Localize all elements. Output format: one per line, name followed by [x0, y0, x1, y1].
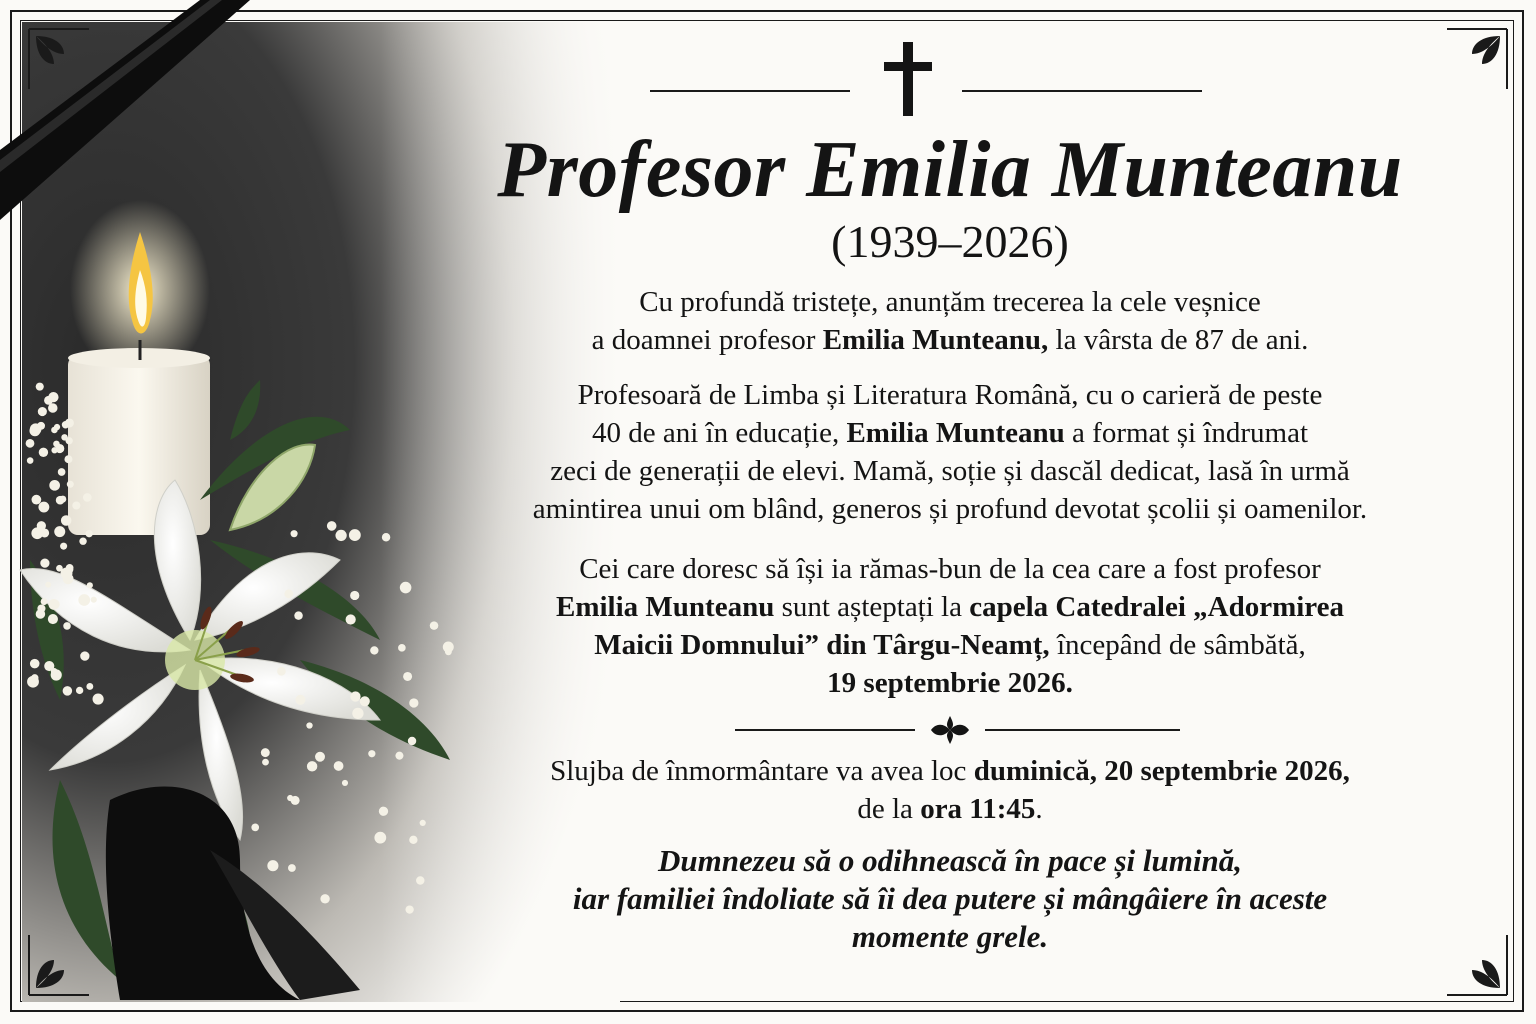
- flourish-divider-icon: [925, 714, 975, 746]
- babys-breath-blossom: [409, 698, 418, 707]
- text-line: Cei care doresc să își ia rămas-bun de la cea care a fost profesor: [579, 553, 1321, 585]
- corner-ornament-icon: [24, 24, 94, 94]
- babys-breath-blossom: [65, 566, 73, 574]
- babys-breath-blossom: [370, 646, 378, 654]
- babys-breath-blossom: [26, 439, 35, 448]
- babys-breath-blossom: [51, 669, 62, 680]
- babys-breath-blossom: [80, 651, 89, 660]
- babys-breath-blossom: [288, 864, 296, 872]
- babys-breath-blossom: [63, 622, 71, 630]
- deceased-name: Profesor Emilia Munteanu: [497, 126, 1403, 214]
- closing-prayer: [440, 842, 1460, 956]
- babys-breath-blossom: [294, 611, 302, 619]
- visitation-paragraph: [440, 550, 1460, 702]
- corner-ornament-icon: [24, 930, 94, 1000]
- babys-breath-blossom: [315, 752, 325, 762]
- babys-breath-blossom: [430, 621, 439, 630]
- babys-breath-blossom: [267, 860, 278, 871]
- text-span: de la: [857, 793, 921, 825]
- babys-breath-blossom: [251, 824, 259, 832]
- babys-breath-blossom: [44, 661, 54, 671]
- babys-breath-blossom: [400, 582, 412, 594]
- babys-breath-blossom: [374, 832, 386, 844]
- life-years: (1939–2026): [831, 216, 1069, 267]
- babys-breath-blossom: [37, 521, 46, 530]
- babys-breath-blossom: [79, 538, 86, 545]
- babys-breath-blossom: [327, 521, 337, 531]
- babys-breath-blossom: [295, 695, 305, 705]
- text-span: Slujba de înmormântare va avea loc: [550, 755, 974, 787]
- babys-breath-blossom: [53, 441, 60, 448]
- text-line: [440, 626, 1460, 664]
- babys-breath-blossom: [287, 795, 293, 801]
- babys-breath-blossom: [261, 748, 270, 757]
- text-span: la vârsta de 87 de ani.: [1048, 324, 1309, 356]
- text-line: [440, 664, 1460, 702]
- header-cross-row: [440, 40, 1460, 120]
- babys-breath-blossom: [45, 582, 51, 588]
- bold-name: Emilia Munteanu: [555, 591, 775, 623]
- babys-breath-blossom: [36, 609, 46, 619]
- text-line: iar familiei îndoliate să îi dea putere și mângâiere în aceste: [572, 881, 1328, 916]
- babys-breath-blossom: [395, 752, 403, 760]
- notice-content: [440, 0, 1460, 1024]
- text-line: Cu profundă tristețe, anunțăm trecerea la cele veșnice: [639, 286, 1261, 318]
- babys-breath-blossom: [349, 529, 361, 541]
- babys-breath-blossom: [91, 597, 97, 603]
- babys-breath-blossom: [60, 543, 67, 550]
- babys-breath-blossom: [56, 496, 65, 505]
- babys-breath-blossom: [27, 457, 34, 464]
- babys-breath-blossom: [38, 407, 47, 416]
- babys-breath-blossom: [350, 691, 360, 701]
- babys-breath-blossom: [54, 526, 65, 537]
- funeral-paragraph: [440, 752, 1460, 828]
- babys-breath-blossom: [291, 530, 298, 537]
- babys-breath-blossom: [83, 493, 92, 502]
- text-span: sunt așteptați la: [774, 591, 970, 623]
- babys-breath-blossom: [31, 674, 38, 681]
- text-line: [440, 321, 1460, 359]
- babys-breath-blossom: [61, 434, 68, 441]
- babys-breath-blossom: [403, 672, 412, 681]
- divider-rule-left: [735, 729, 915, 731]
- babys-breath-blossom: [72, 501, 80, 509]
- bold-location: capela Catedralei „Adormirea: [969, 591, 1344, 623]
- babys-breath-blossom: [64, 455, 72, 463]
- text-line: [440, 752, 1460, 790]
- babys-breath-blossom: [368, 750, 375, 757]
- babys-breath-blossom: [63, 686, 73, 696]
- babys-breath-blossom: [58, 468, 66, 476]
- babys-breath-blossom: [30, 659, 40, 669]
- babys-breath-blossom: [62, 421, 69, 428]
- babys-breath-blossom: [420, 820, 426, 826]
- babys-breath-blossom: [382, 533, 390, 541]
- babys-breath-blossom: [36, 383, 44, 391]
- text-span: .: [1035, 793, 1043, 825]
- announcement-paragraph: [440, 283, 1460, 359]
- text-span: a doamnei profesor: [591, 324, 823, 356]
- babys-breath-blossom: [86, 683, 93, 690]
- babys-breath-blossom: [87, 582, 93, 588]
- babys-breath-blossom: [41, 598, 48, 605]
- babys-breath-blossom: [93, 693, 104, 704]
- bold-location: Maicii Domnului” din Târgu-Neamț,: [594, 629, 1050, 661]
- babys-breath-blossom: [335, 530, 346, 541]
- babys-breath-blossom: [39, 448, 48, 457]
- babys-breath-blossom: [38, 502, 49, 513]
- bold-name: Emilia Munteanu,: [822, 324, 1049, 356]
- flourish-divider: [440, 710, 1460, 750]
- babys-breath-blossom: [32, 495, 42, 505]
- babys-breath-blossom: [277, 667, 286, 676]
- text-line: [440, 790, 1460, 828]
- text-span: 40 de ani în educație,: [591, 417, 847, 449]
- babys-breath-blossom: [48, 614, 58, 624]
- babys-breath-blossom: [307, 761, 317, 771]
- babys-breath-blossom: [51, 427, 58, 434]
- babys-breath-blossom: [48, 599, 59, 610]
- header-rule-left: [650, 90, 850, 92]
- babys-breath-blossom: [398, 644, 406, 652]
- babys-breath-blossom: [379, 807, 388, 816]
- babys-breath-blossom: [51, 447, 57, 453]
- text-span: a format și îndrumat: [1064, 417, 1309, 449]
- babys-breath-blossom: [360, 696, 370, 706]
- babys-breath-blossom: [40, 559, 49, 568]
- divider-rule-right: [985, 729, 1180, 731]
- text-span: începând de sâmbătă,: [1049, 629, 1306, 661]
- babys-breath-blossom: [76, 687, 83, 694]
- babys-breath-blossom: [49, 480, 60, 491]
- babys-breath-blossom: [405, 905, 413, 913]
- babys-breath-blossom: [416, 876, 424, 884]
- babys-breath-blossom: [320, 894, 329, 903]
- bold-name: Emilia Munteanu: [846, 417, 1065, 449]
- babys-breath-blossom: [61, 515, 72, 526]
- babys-breath-blossom: [63, 573, 74, 584]
- babys-breath-blossom: [409, 836, 417, 844]
- text-line: momente grele.: [851, 919, 1049, 954]
- header-rule-right: [962, 90, 1202, 92]
- babys-breath-blossom: [78, 594, 90, 606]
- babys-breath-blossom: [352, 708, 363, 719]
- babys-breath-blossom: [350, 591, 359, 600]
- bold-time: ora 11:45: [920, 793, 1036, 825]
- text-line: Dumnezeu să o odihnească în pace și lumină,: [658, 843, 1242, 878]
- babys-breath-blossom: [346, 614, 356, 624]
- bold-date: 19 septembrie 2026.: [827, 667, 1073, 699]
- babys-breath-blossom: [85, 530, 92, 537]
- text-line: amintirea unui om blând, generos și profund devotat școlii și oamenilor.: [532, 493, 1368, 525]
- babys-breath-blossom: [306, 722, 312, 728]
- bold-date: duminică, 20 septembrie 2026,: [973, 755, 1350, 787]
- babys-breath-blossom: [284, 589, 293, 598]
- babys-breath-blossom: [262, 759, 269, 766]
- babys-breath-blossom: [342, 780, 348, 786]
- biography-paragraph: [440, 376, 1460, 528]
- cross-icon: [878, 40, 938, 120]
- candle-icon: [68, 200, 210, 535]
- text-line: [440, 414, 1460, 452]
- text-line: [440, 588, 1460, 626]
- babys-breath-blossom: [67, 481, 74, 488]
- babys-breath-blossom: [408, 737, 416, 745]
- text-line: zeci de generații de elevi. Mamă, soție și dascăl dedicat, lasă în urmă: [550, 455, 1350, 487]
- babys-breath-blossom: [30, 423, 42, 435]
- babys-breath-blossom: [48, 403, 58, 413]
- babys-breath-blossom: [334, 761, 344, 771]
- text-line: Profesoară de Limba și Literatura Română, cu o carieră de peste: [577, 379, 1323, 411]
